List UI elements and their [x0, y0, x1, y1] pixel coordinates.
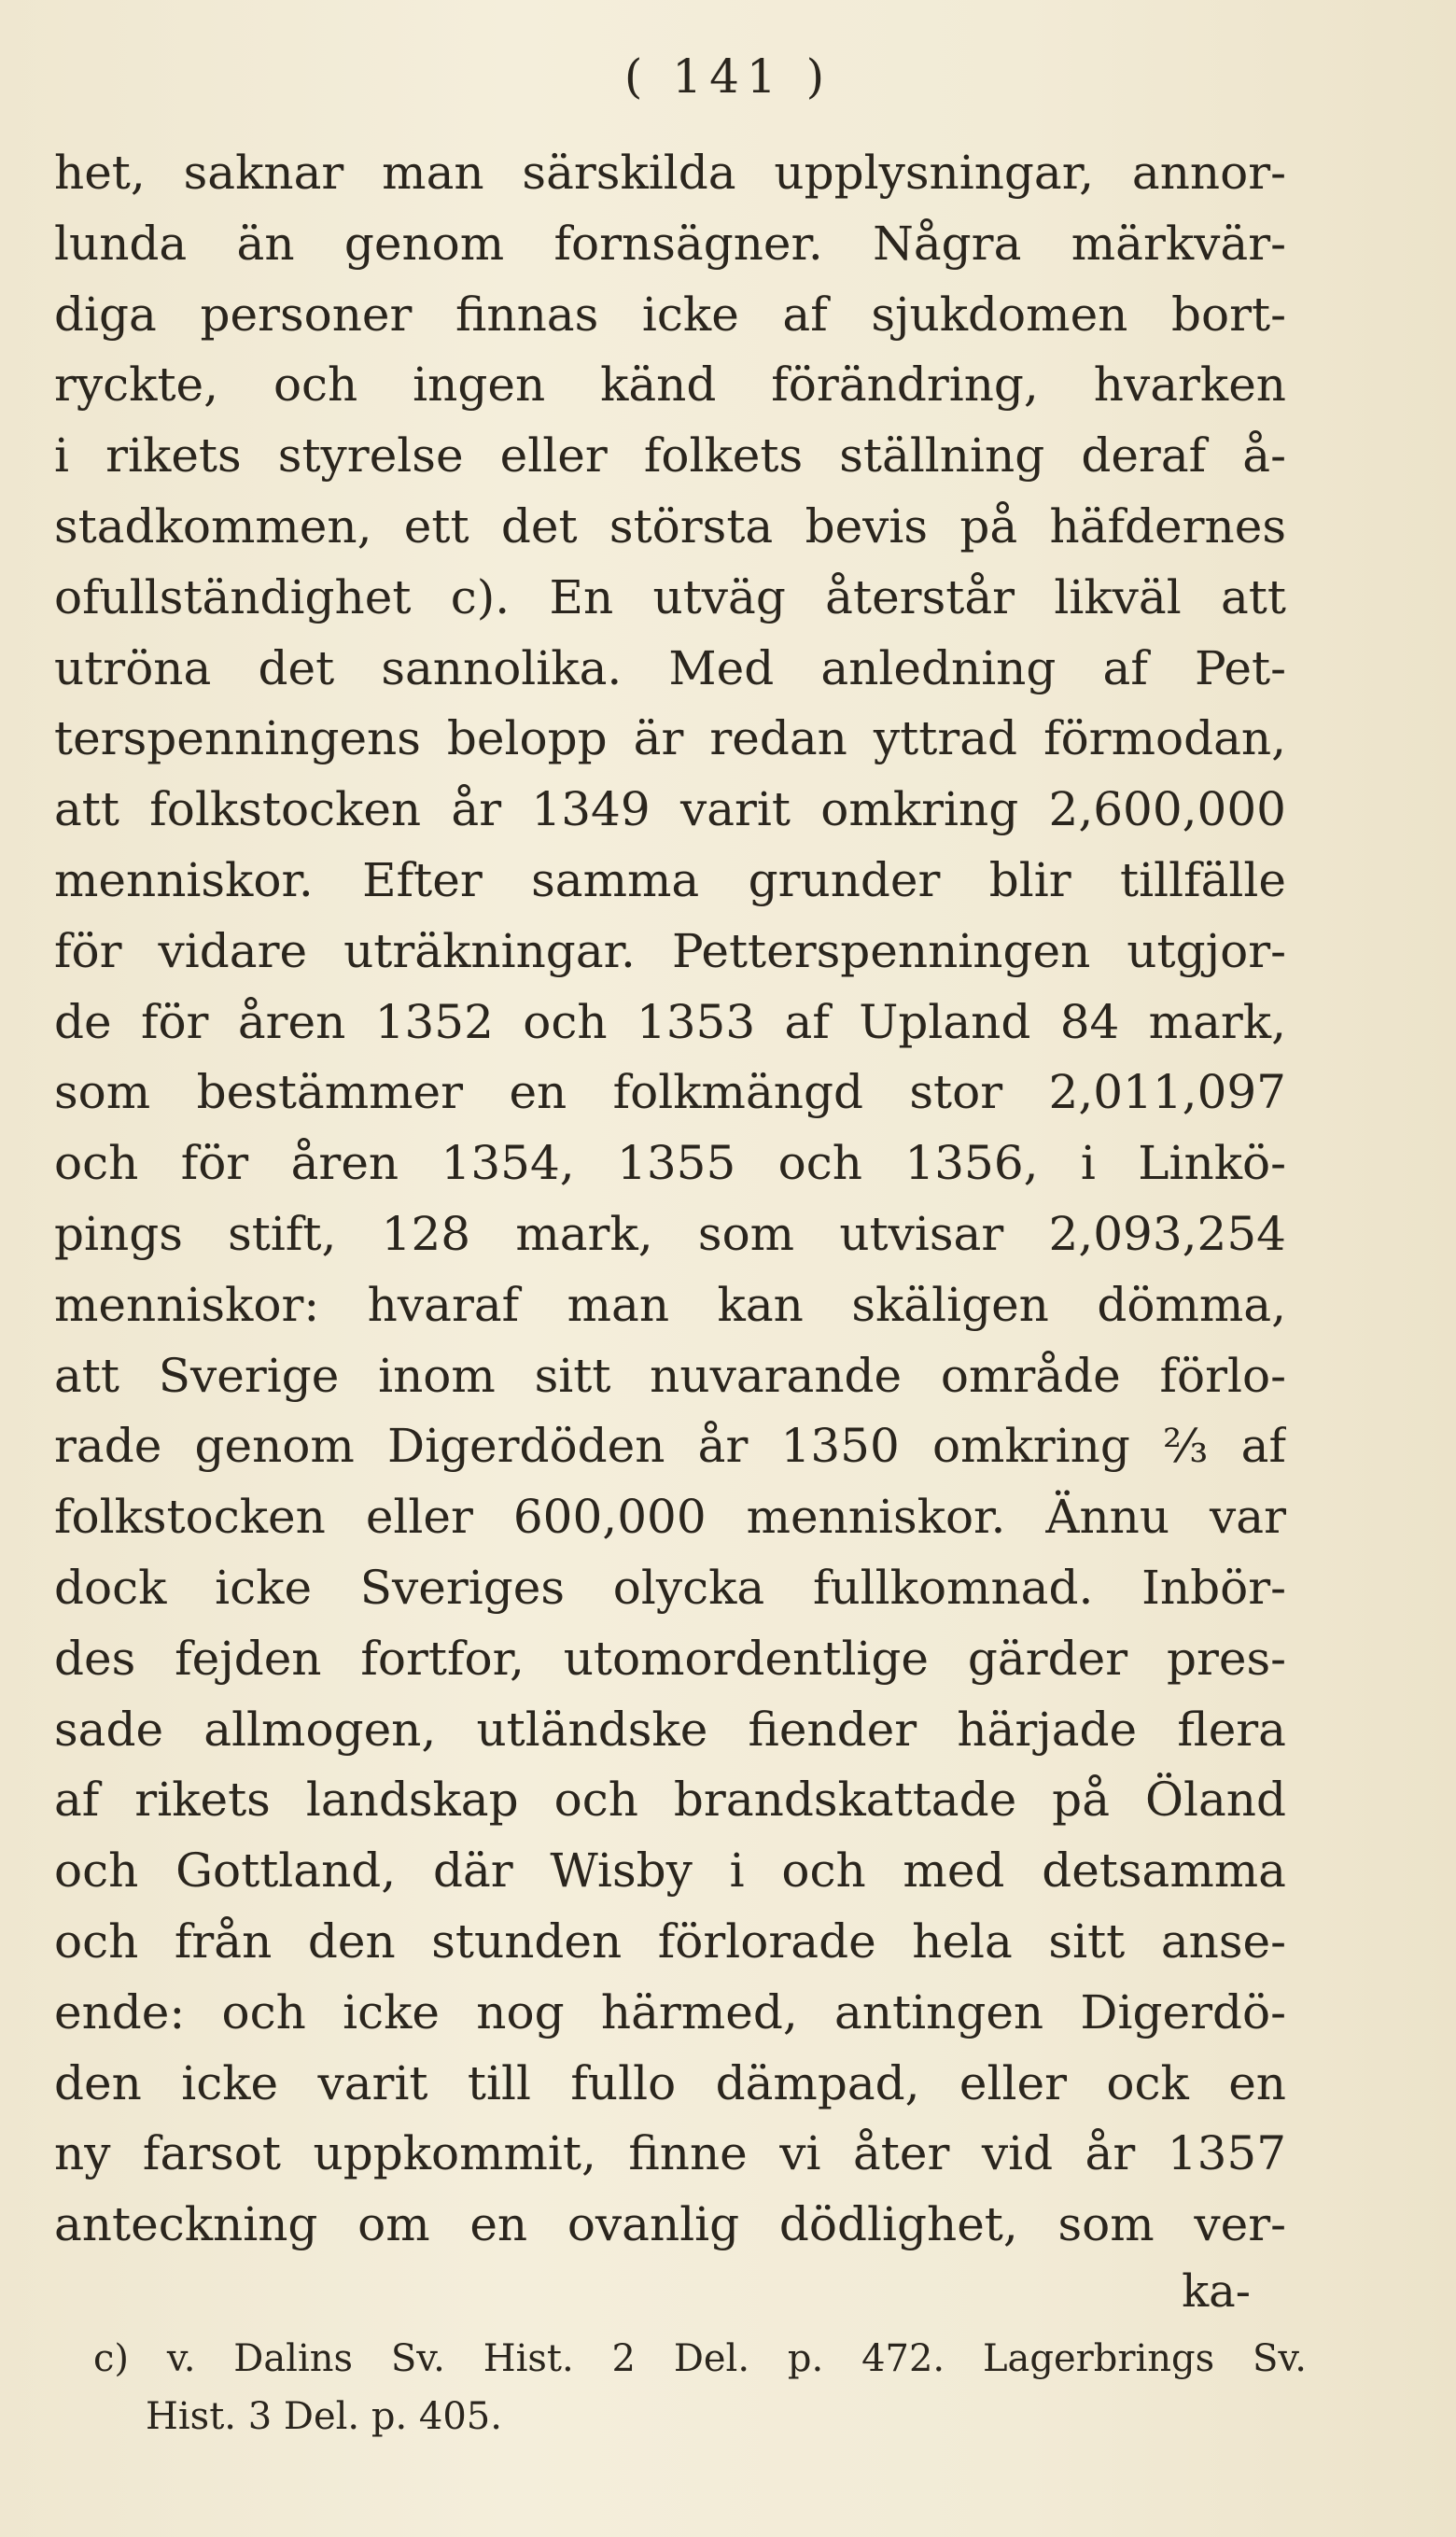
body-text [54, 138, 1286, 2261]
text-line: het, saknar man särskilda upplysningar, annor- [54, 146, 1286, 200]
text-line: i rikets styrelse eller folkets ställning deraf å- [54, 428, 1286, 484]
text-line: att Sverige inom sitt nuvarande område förlo- [54, 1348, 1286, 1403]
footnote-line: Hist. 3 Del. p. 405. [146, 2395, 502, 2438]
text-line: och för åren 1354, 1355 och 1356, i Linkö- [54, 1136, 1286, 1191]
text-line: folkstocken eller 600,000 menniskor. Ännu var [54, 1490, 1286, 1545]
text-line: de för åren 1352 och 1353 af Upland 84 mark, [54, 994, 1286, 1049]
text-line: menniskor. Efter samma grunder blir tillfälle [54, 852, 1286, 907]
text-line: menniskor: hvaraf man kan skäligen dömma, [54, 1277, 1286, 1332]
footnote-line: c) v. Dalins Sv. Hist. 2 Del. p. 472. Lagerbrings Sv. [93, 2337, 1307, 2380]
text-line: och från den stunden förlorade hela sitt anse- [54, 1913, 1286, 1969]
catchword: ka- [1182, 2265, 1251, 2318]
text-line: för vidare uträkningar. Petterspenningen utgjor- [54, 923, 1286, 978]
text-line: som bestämmer en folkmängd stor 2,011,097 [54, 1065, 1286, 1120]
text-line: ofullständighet c). En utväg återstår likväl att [54, 569, 1286, 624]
footnote [93, 2330, 1307, 2446]
page-number: ( 141 ) [623, 49, 833, 104]
text-line: ryckte, och ingen känd förändring, hvarken [54, 357, 1286, 413]
text-line: anteckning om en ovanlig dödlighet, som ver- [54, 2197, 1286, 2252]
text-line: terspenningens belopp är redan yttrad förmodan, [54, 711, 1286, 766]
text-line: att folkstocken år 1349 varit omkring 2,600,000 [54, 782, 1286, 837]
text-line: stadkommen, ett det största bevis på häfdernes [54, 498, 1286, 554]
text-line: ny farsot uppkommit, finne vi åter vid år 1357 [54, 2126, 1286, 2181]
text-line: pings stift, 128 mark, som utvisar 2,093,254 [54, 1206, 1286, 1261]
text-line: den icke varit till fullo dämpad, eller ock en [54, 2055, 1286, 2110]
text-line: sade allmogen, utländske fiender härjade flera [54, 1702, 1286, 1757]
text-line: och Gottland, där Wisby i och med detsamma [54, 1843, 1286, 1899]
text-line: ende: och icke nog härmed, antingen Digerdö- [54, 1984, 1286, 2039]
text-line: dock icke Sveriges olycka fullkomnad. Inbör- [54, 1560, 1286, 1615]
text-line: rade genom Digerdöden år 1350 omkring ⅔ af [54, 1419, 1286, 1474]
text-line: af rikets landskap och brandskattade på Öland [54, 1773, 1286, 1828]
text-line: diga personer finnas icke af sjukdomen bort- [54, 287, 1286, 342]
text-line: lunda än genom fornsägner. Några märkvär- [54, 216, 1286, 271]
text-line: utröna det sannolika. Med anledning af Pet- [54, 640, 1286, 695]
text-line: des fejden fortfor, utomordentlige gärder pres- [54, 1631, 1286, 1686]
